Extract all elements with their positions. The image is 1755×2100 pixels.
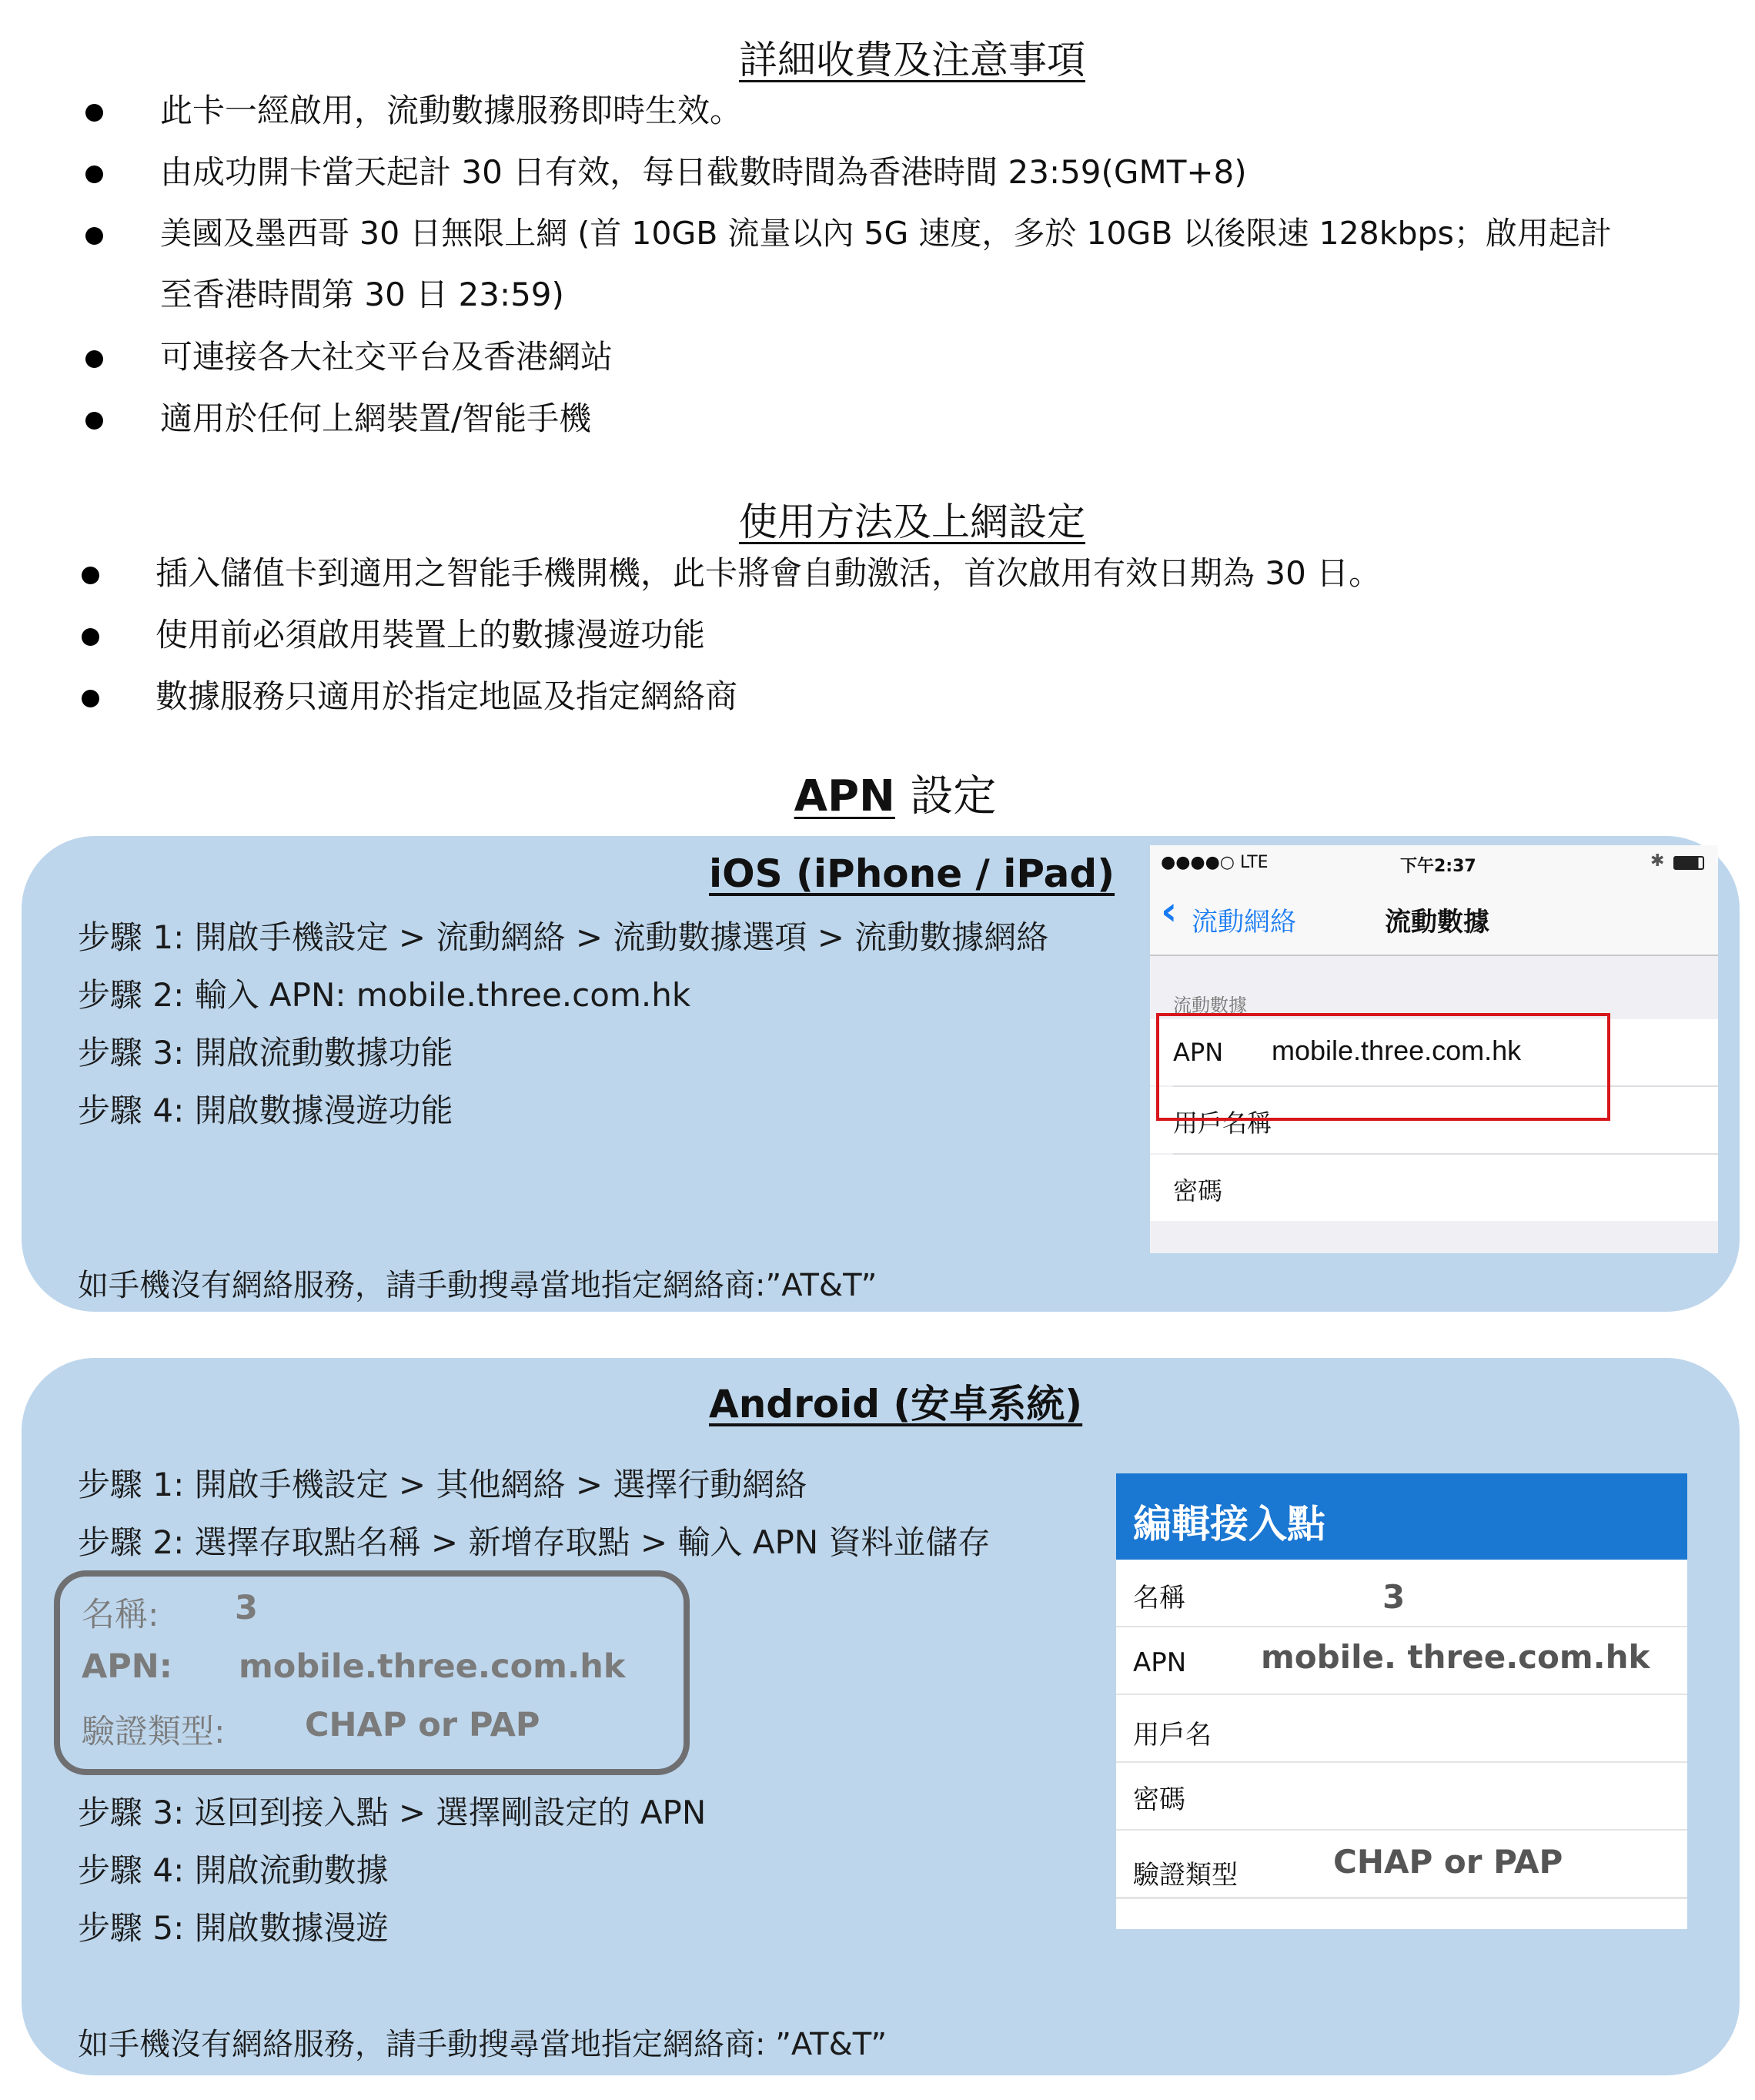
- android-step: 步驟 1: 開啟手機設定 > 其他網絡 > 選擇行動網絡: [78, 1466, 807, 1503]
- android-section-title: Android (安卓系統): [709, 1382, 1083, 1426]
- ios-step: 步驟 3: 開啟流動數據功能: [78, 1034, 453, 1072]
- apn-field-row[interactable]: [1116, 1627, 1687, 1696]
- bullet-icon: [82, 567, 99, 584]
- list-item-continuation: 至香港時間第 30 日 23:59): [160, 276, 564, 313]
- field-label: 用戶名: [1133, 1720, 1212, 1751]
- section-header: 流動數據: [1173, 995, 1247, 1016]
- bullet-icon: [85, 412, 103, 430]
- bullet-icon: [85, 350, 103, 368]
- notes-title: 詳細收費及注意事項: [739, 38, 1085, 82]
- ios-step: 步驟 1: 開啟手機設定 > 流動網絡 > 流動數據選項 > 流動數據網絡: [78, 918, 1049, 956]
- password-row[interactable]: [1150, 1155, 1718, 1221]
- bullet-icon: [85, 104, 103, 122]
- usage-title: 使用方法及上網設定: [739, 500, 1085, 544]
- back-button[interactable]: 流動網絡: [1192, 907, 1296, 938]
- bullet-icon: [82, 690, 99, 707]
- ios-network-note: 如手機沒有網絡服務，請手動搜尋當地指定網絡商:”AT&T”: [78, 1268, 878, 1303]
- status-time: 下午2:37: [1400, 857, 1476, 876]
- list-item: 美國及墨西哥 30 日無限上網 (首 10GB 流量以內 5G 速度，多於 10GB 以後限速 128kbps；啟用起計: [160, 215, 1612, 252]
- edit-apn-header: [1116, 1473, 1687, 1560]
- auth-type-value: CHAP or PAP: [305, 1706, 540, 1744]
- android-apn-screenshot: [1116, 1473, 1687, 1929]
- field-label: 驗證類型: [1133, 1860, 1238, 1891]
- list-item: 適用於任何上網裝置/智能手機: [160, 400, 592, 437]
- apn-field-row[interactable]: [1116, 1695, 1687, 1764]
- battery-icon: [1673, 856, 1704, 870]
- list-item: 由成功開卡當天起計 30 日有效，每日截數時間為香港時間 23:59(GMT+8): [160, 153, 1247, 191]
- name-value: 3: [235, 1589, 258, 1627]
- android-step: 步驟 3: 返回到接入點 > 選擇剛設定的 APN: [78, 1794, 707, 1831]
- auth-type-label: 驗證類型:: [82, 1713, 226, 1751]
- list-item: 此卡一經啟用，流動數據服務即時生效。: [160, 92, 743, 129]
- username-label: 用戶名稱: [1173, 1109, 1272, 1138]
- apn-value: mobile.three.com.hk: [239, 1647, 626, 1686]
- list-item: 數據服務只適用於指定地區及指定網絡商: [155, 677, 738, 715]
- apn-settings-title: [0, 762, 1755, 824]
- bullet-icon: [82, 628, 99, 646]
- apn-label: APN: [1173, 1038, 1224, 1067]
- apn-field-row[interactable]: [1116, 1560, 1687, 1628]
- android-step: 步驟 2: 選擇存取點名稱 > 新增存取點 > 輸入 APN 資料並儲存: [78, 1523, 991, 1561]
- android-step: 步驟 5: 開啟數據漫遊: [78, 1909, 389, 1947]
- ios-status-bar: [1150, 845, 1718, 881]
- apn-title-suffix: 設定: [910, 771, 997, 821]
- nav-title: 流動數據: [1385, 907, 1489, 938]
- field-value: 3: [1382, 1578, 1406, 1616]
- list-item: 插入儲值卡到適用之智能手機開機，此卡將會自動激活，首次啟用有效日期為 30 日。: [155, 554, 1382, 592]
- apn-field-row[interactable]: [1116, 1831, 1687, 1899]
- list-item: 可連接各大社交平台及香港網站: [160, 338, 613, 376]
- ios-nav-bar: [1150, 881, 1718, 956]
- field-value: mobile. three.com.hk: [1261, 1638, 1650, 1676]
- field-label: APN: [1133, 1647, 1187, 1678]
- apn-label: APN:: [82, 1647, 172, 1686]
- field-value: CHAP or PAP: [1333, 1843, 1563, 1881]
- apn-highlight-box: [1156, 1013, 1610, 1121]
- android-step: 步驟 4: 開啟流動數據: [78, 1851, 389, 1889]
- edit-apn-title: 編輯接入點: [1133, 1502, 1325, 1547]
- carrier-signal: ●●●●○ LTE: [1161, 853, 1269, 872]
- field-label: 密碼: [1133, 1784, 1185, 1815]
- bullet-icon: [85, 227, 103, 245]
- field-label: 名稱: [1133, 1583, 1185, 1613]
- android-network-note: 如手機沒有網絡服務，請手動搜尋當地指定網絡商: ”AT&T”: [78, 2027, 888, 2062]
- bullet-icon: [85, 166, 103, 183]
- ios-settings-screenshot: [1150, 845, 1718, 1253]
- apn-value[interactable]: mobile.three.com.hk: [1272, 1035, 1522, 1066]
- bluetooth-icon: ✱: [1650, 851, 1665, 871]
- back-chevron-icon[interactable]: ‹: [1161, 888, 1178, 935]
- ios-section-title: iOS (iPhone / iPad): [709, 851, 1115, 896]
- password-label: 密碼: [1173, 1176, 1223, 1205]
- apn-field-row[interactable]: [1116, 1763, 1687, 1831]
- name-label: 名稱:: [82, 1596, 159, 1634]
- apn-title-text: APN: [794, 771, 895, 821]
- ios-step: 步驟 4: 開啟數據漫遊功能: [78, 1092, 453, 1129]
- list-item: 使用前必須啟用裝置上的數據漫遊功能: [155, 616, 706, 654]
- ios-step: 步驟 2: 輸入 APN: mobile.three.com.hk: [78, 976, 691, 1014]
